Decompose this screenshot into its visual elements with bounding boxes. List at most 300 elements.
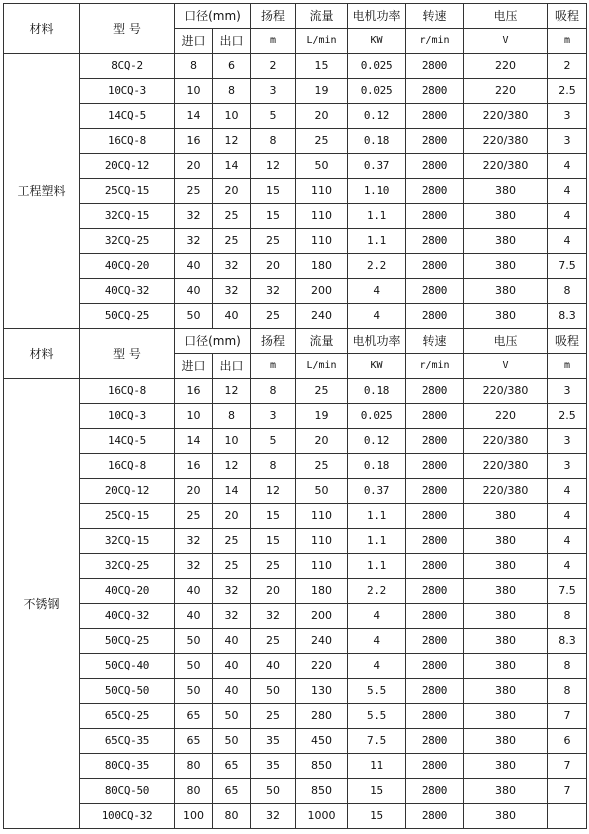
voltage-cell: 380 (464, 679, 548, 704)
header-suction-unit: m (548, 29, 587, 54)
spec-table-body (4, 4, 587, 829)
voltage-cell: 380 (464, 229, 548, 254)
suction-cell: 8 (548, 604, 587, 629)
flow-cell: 450 (296, 729, 348, 754)
speed-cell: 2800 (406, 304, 464, 329)
header-flow: 流量 (296, 329, 348, 354)
suction-cell: 4 (548, 229, 587, 254)
model-cell: 14CQ-5 (80, 104, 175, 129)
table-row (4, 729, 587, 754)
inlet-cell: 16 (175, 379, 213, 404)
speed-cell: 2800 (406, 729, 464, 754)
header-diameter: 口径(mm) (175, 4, 251, 29)
header-voltage-unit: V (464, 29, 548, 54)
flow-cell: 110 (296, 204, 348, 229)
flow-cell: 19 (296, 79, 348, 104)
inlet-cell: 40 (175, 254, 213, 279)
suction-cell: 4 (548, 504, 587, 529)
suction-cell: 4 (548, 529, 587, 554)
flow-cell: 130 (296, 679, 348, 704)
speed-cell: 2800 (406, 229, 464, 254)
power-cell: 0.025 (348, 404, 406, 429)
voltage-cell: 220/380 (464, 129, 548, 154)
power-cell: 5.5 (348, 679, 406, 704)
power-cell: 4 (348, 629, 406, 654)
model-cell: 50CQ-50 (80, 679, 175, 704)
table-row (4, 479, 587, 504)
header-model: 型 号 (80, 329, 175, 379)
suction-cell: 4 (548, 154, 587, 179)
inlet-cell: 32 (175, 554, 213, 579)
speed-cell: 2800 (406, 454, 464, 479)
inlet-cell: 10 (175, 404, 213, 429)
power-cell: 1.1 (348, 229, 406, 254)
inlet-cell: 20 (175, 479, 213, 504)
suction-cell: 7.5 (548, 579, 587, 604)
flow-cell: 180 (296, 254, 348, 279)
model-cell: 32CQ-15 (80, 529, 175, 554)
model-cell: 25CQ-15 (80, 504, 175, 529)
voltage-cell: 380 (464, 654, 548, 679)
outlet-cell: 12 (213, 129, 251, 154)
table-row (4, 104, 587, 129)
table-row (4, 179, 587, 204)
power-cell: 0.18 (348, 454, 406, 479)
table-row (4, 429, 587, 454)
head-cell: 20 (251, 254, 296, 279)
table-row (4, 54, 587, 79)
flow-cell: 110 (296, 229, 348, 254)
model-cell: 32CQ-15 (80, 204, 175, 229)
power-cell: 2.2 (348, 579, 406, 604)
flow-cell: 180 (296, 579, 348, 604)
suction-cell: 7.5 (548, 254, 587, 279)
suction-cell: 3 (548, 429, 587, 454)
inlet-cell: 20 (175, 154, 213, 179)
outlet-cell: 8 (213, 79, 251, 104)
outlet-cell: 65 (213, 754, 251, 779)
header-suction: 吸程 (548, 329, 587, 354)
header-speed: 转速 (406, 329, 464, 354)
suction-cell: 4 (548, 479, 587, 504)
speed-cell: 2800 (406, 629, 464, 654)
header-suction: 吸程 (548, 4, 587, 29)
table-row (4, 604, 587, 629)
head-cell: 5 (251, 104, 296, 129)
inlet-cell: 25 (175, 504, 213, 529)
outlet-cell: 8 (213, 404, 251, 429)
outlet-cell: 10 (213, 429, 251, 454)
head-cell: 40 (251, 654, 296, 679)
inlet-cell: 40 (175, 604, 213, 629)
header-speed: 转速 (406, 4, 464, 29)
suction-cell: 3 (548, 379, 587, 404)
head-cell: 25 (251, 229, 296, 254)
power-cell: 0.18 (348, 379, 406, 404)
header-voltage-unit: V (464, 354, 548, 379)
outlet-cell: 20 (213, 179, 251, 204)
outlet-cell: 32 (213, 254, 251, 279)
header-power: 电机功率 (348, 4, 406, 29)
table-row (4, 379, 587, 404)
flow-cell: 850 (296, 779, 348, 804)
outlet-cell: 50 (213, 729, 251, 754)
speed-cell: 2800 (406, 804, 464, 829)
table-row (4, 629, 587, 654)
header-outlet: 出口 (213, 29, 251, 54)
table-row (4, 229, 587, 254)
model-cell: 20CQ-12 (80, 154, 175, 179)
power-cell: 0.025 (348, 79, 406, 104)
inlet-cell: 50 (175, 679, 213, 704)
speed-cell: 2800 (406, 379, 464, 404)
head-cell: 15 (251, 529, 296, 554)
voltage-cell: 220 (464, 54, 548, 79)
power-cell: 2.2 (348, 254, 406, 279)
table-row (4, 304, 587, 329)
head-cell: 15 (251, 179, 296, 204)
power-cell: 11 (348, 754, 406, 779)
flow-cell: 25 (296, 129, 348, 154)
table-row (4, 704, 587, 729)
suction-cell: 2.5 (548, 404, 587, 429)
header-row (4, 4, 587, 29)
head-cell: 8 (251, 379, 296, 404)
table-row (4, 454, 587, 479)
head-cell: 12 (251, 479, 296, 504)
inlet-cell: 80 (175, 779, 213, 804)
speed-cell: 2800 (406, 479, 464, 504)
voltage-cell: 380 (464, 779, 548, 804)
model-cell: 50CQ-25 (80, 629, 175, 654)
voltage-cell: 220 (464, 404, 548, 429)
power-cell: 1.10 (348, 179, 406, 204)
head-cell: 8 (251, 129, 296, 154)
inlet-cell: 40 (175, 579, 213, 604)
suction-cell: 4 (548, 179, 587, 204)
speed-cell: 2800 (406, 129, 464, 154)
head-cell: 8 (251, 454, 296, 479)
model-cell: 100CQ-32 (80, 804, 175, 829)
power-cell: 1.1 (348, 204, 406, 229)
speed-cell: 2800 (406, 554, 464, 579)
inlet-cell: 25 (175, 179, 213, 204)
head-cell: 3 (251, 404, 296, 429)
flow-cell: 25 (296, 379, 348, 404)
table-row (4, 204, 587, 229)
speed-cell: 2800 (406, 279, 464, 304)
voltage-cell: 380 (464, 704, 548, 729)
header-flow: 流量 (296, 4, 348, 29)
voltage-cell: 380 (464, 179, 548, 204)
material-cell: 工程塑料 (4, 54, 80, 329)
speed-cell: 2800 (406, 504, 464, 529)
inlet-cell: 16 (175, 129, 213, 154)
model-cell: 80CQ-35 (80, 754, 175, 779)
power-cell: 0.18 (348, 129, 406, 154)
material-cell: 不锈钢 (4, 379, 80, 829)
header-material: 材料 (4, 4, 80, 54)
inlet-cell: 40 (175, 279, 213, 304)
voltage-cell: 380 (464, 504, 548, 529)
flow-cell: 220 (296, 654, 348, 679)
flow-cell: 20 (296, 429, 348, 454)
voltage-cell: 380 (464, 204, 548, 229)
voltage-cell: 380 (464, 554, 548, 579)
suction-cell: 3 (548, 104, 587, 129)
power-cell: 4 (348, 604, 406, 629)
inlet-cell: 14 (175, 104, 213, 129)
power-cell: 7.5 (348, 729, 406, 754)
header-voltage: 电压 (464, 4, 548, 29)
head-cell: 15 (251, 204, 296, 229)
table-row (4, 754, 587, 779)
header-head-unit: m (251, 354, 296, 379)
power-cell: 4 (348, 654, 406, 679)
outlet-cell: 14 (213, 154, 251, 179)
flow-cell: 110 (296, 179, 348, 204)
outlet-cell: 14 (213, 479, 251, 504)
model-cell: 10CQ-3 (80, 404, 175, 429)
voltage-cell: 220/380 (464, 454, 548, 479)
suction-cell: 8 (548, 679, 587, 704)
table-row (4, 679, 587, 704)
inlet-cell: 8 (175, 54, 213, 79)
table-row (4, 779, 587, 804)
inlet-cell: 32 (175, 204, 213, 229)
table-row (4, 529, 587, 554)
speed-cell: 2800 (406, 79, 464, 104)
speed-cell: 2800 (406, 654, 464, 679)
flow-cell: 19 (296, 404, 348, 429)
outlet-cell: 40 (213, 629, 251, 654)
suction-cell: 8 (548, 279, 587, 304)
suction-cell: 3 (548, 129, 587, 154)
outlet-cell: 40 (213, 654, 251, 679)
suction-cell: 3 (548, 454, 587, 479)
table-row (4, 804, 587, 829)
voltage-cell: 380 (464, 629, 548, 654)
outlet-cell: 10 (213, 104, 251, 129)
inlet-cell: 50 (175, 654, 213, 679)
speed-cell: 2800 (406, 254, 464, 279)
head-cell: 35 (251, 754, 296, 779)
outlet-cell: 65 (213, 779, 251, 804)
flow-cell: 50 (296, 154, 348, 179)
header-power-unit: KW (348, 29, 406, 54)
power-cell: 15 (348, 779, 406, 804)
head-cell: 25 (251, 554, 296, 579)
head-cell: 25 (251, 304, 296, 329)
suction-cell: 4 (548, 204, 587, 229)
flow-cell: 240 (296, 304, 348, 329)
voltage-cell: 380 (464, 279, 548, 304)
speed-cell: 2800 (406, 754, 464, 779)
inlet-cell: 16 (175, 454, 213, 479)
power-cell: 1.1 (348, 529, 406, 554)
voltage-cell: 220/380 (464, 429, 548, 454)
speed-cell: 2800 (406, 104, 464, 129)
inlet-cell: 65 (175, 729, 213, 754)
voltage-cell: 380 (464, 254, 548, 279)
speed-cell: 2800 (406, 779, 464, 804)
header-inlet: 进口 (175, 29, 213, 54)
speed-cell: 2800 (406, 179, 464, 204)
power-cell: 0.12 (348, 104, 406, 129)
voltage-cell: 380 (464, 754, 548, 779)
power-cell: 0.37 (348, 479, 406, 504)
outlet-cell: 20 (213, 504, 251, 529)
pump-spec-table (3, 3, 587, 829)
flow-cell: 200 (296, 279, 348, 304)
spec-table-container (3, 3, 587, 829)
suction-cell: 7 (548, 754, 587, 779)
header-diameter: 口径(mm) (175, 329, 251, 354)
head-cell: 12 (251, 154, 296, 179)
table-row (4, 504, 587, 529)
header-speed-unit: r/min (406, 29, 464, 54)
flow-cell: 25 (296, 454, 348, 479)
model-cell: 14CQ-5 (80, 429, 175, 454)
model-cell: 16CQ-8 (80, 454, 175, 479)
flow-cell: 110 (296, 504, 348, 529)
flow-cell: 240 (296, 629, 348, 654)
head-cell: 32 (251, 604, 296, 629)
outlet-cell: 25 (213, 229, 251, 254)
header-material: 材料 (4, 329, 80, 379)
outlet-cell: 12 (213, 379, 251, 404)
head-cell: 32 (251, 279, 296, 304)
head-cell: 2 (251, 54, 296, 79)
model-cell: 40CQ-20 (80, 579, 175, 604)
table-row (4, 79, 587, 104)
power-cell: 5.5 (348, 704, 406, 729)
model-cell: 80CQ-50 (80, 779, 175, 804)
flow-cell: 850 (296, 754, 348, 779)
outlet-cell: 40 (213, 304, 251, 329)
inlet-cell: 32 (175, 529, 213, 554)
header-power: 电机功率 (348, 329, 406, 354)
power-cell: 1.1 (348, 554, 406, 579)
head-cell: 20 (251, 579, 296, 604)
table-row (4, 254, 587, 279)
flow-cell: 20 (296, 104, 348, 129)
model-cell: 40CQ-32 (80, 279, 175, 304)
voltage-cell: 220/380 (464, 379, 548, 404)
inlet-cell: 32 (175, 229, 213, 254)
suction-cell: 8.3 (548, 304, 587, 329)
speed-cell: 2800 (406, 579, 464, 604)
model-cell: 8CQ-2 (80, 54, 175, 79)
speed-cell: 2800 (406, 204, 464, 229)
header-suction-unit: m (548, 354, 587, 379)
head-cell: 15 (251, 504, 296, 529)
head-cell: 35 (251, 729, 296, 754)
header-voltage: 电压 (464, 329, 548, 354)
power-cell: 4 (348, 304, 406, 329)
model-cell: 10CQ-3 (80, 79, 175, 104)
voltage-cell: 380 (464, 804, 548, 829)
inlet-cell: 65 (175, 704, 213, 729)
table-row (4, 129, 587, 154)
flow-cell: 110 (296, 554, 348, 579)
header-head: 扬程 (251, 329, 296, 354)
model-cell: 16CQ-8 (80, 379, 175, 404)
head-cell: 3 (251, 79, 296, 104)
header-speed-unit: r/min (406, 354, 464, 379)
table-row (4, 579, 587, 604)
head-cell: 25 (251, 704, 296, 729)
power-cell: 15 (348, 804, 406, 829)
suction-cell: 7 (548, 779, 587, 804)
inlet-cell: 50 (175, 304, 213, 329)
speed-cell: 2800 (406, 154, 464, 179)
flow-cell: 280 (296, 704, 348, 729)
outlet-cell: 12 (213, 454, 251, 479)
voltage-cell: 380 (464, 579, 548, 604)
voltage-cell: 220/380 (464, 479, 548, 504)
inlet-cell: 14 (175, 429, 213, 454)
outlet-cell: 25 (213, 529, 251, 554)
header-model: 型 号 (80, 4, 175, 54)
model-cell: 40CQ-32 (80, 604, 175, 629)
suction-cell: 7 (548, 704, 587, 729)
outlet-cell: 25 (213, 554, 251, 579)
speed-cell: 2800 (406, 704, 464, 729)
power-cell: 0.37 (348, 154, 406, 179)
header-power-unit: KW (348, 354, 406, 379)
power-cell: 4 (348, 279, 406, 304)
outlet-cell: 6 (213, 54, 251, 79)
speed-cell: 2800 (406, 429, 464, 454)
model-cell: 16CQ-8 (80, 129, 175, 154)
header-outlet: 出口 (213, 354, 251, 379)
model-cell: 50CQ-40 (80, 654, 175, 679)
voltage-cell: 220 (464, 79, 548, 104)
model-cell: 40CQ-20 (80, 254, 175, 279)
head-cell: 32 (251, 804, 296, 829)
head-cell: 25 (251, 629, 296, 654)
model-cell: 20CQ-12 (80, 479, 175, 504)
model-cell: 32CQ-25 (80, 229, 175, 254)
head-cell: 50 (251, 679, 296, 704)
inlet-cell: 80 (175, 754, 213, 779)
voltage-cell: 380 (464, 529, 548, 554)
header-flow-unit: L/min (296, 354, 348, 379)
header-flow-unit: L/min (296, 29, 348, 54)
table-row (4, 554, 587, 579)
head-cell: 50 (251, 779, 296, 804)
outlet-cell: 32 (213, 579, 251, 604)
power-cell: 1.1 (348, 504, 406, 529)
flow-cell: 50 (296, 479, 348, 504)
model-cell: 50CQ-25 (80, 304, 175, 329)
header-head: 扬程 (251, 4, 296, 29)
suction-cell: 6 (548, 729, 587, 754)
outlet-cell: 50 (213, 704, 251, 729)
voltage-cell: 220/380 (464, 154, 548, 179)
flow-cell: 110 (296, 529, 348, 554)
table-row (4, 404, 587, 429)
table-row (4, 654, 587, 679)
header-row (4, 329, 587, 354)
voltage-cell: 380 (464, 604, 548, 629)
speed-cell: 2800 (406, 604, 464, 629)
speed-cell: 2800 (406, 54, 464, 79)
flow-cell: 200 (296, 604, 348, 629)
suction-cell (548, 804, 587, 829)
head-cell: 5 (251, 429, 296, 454)
